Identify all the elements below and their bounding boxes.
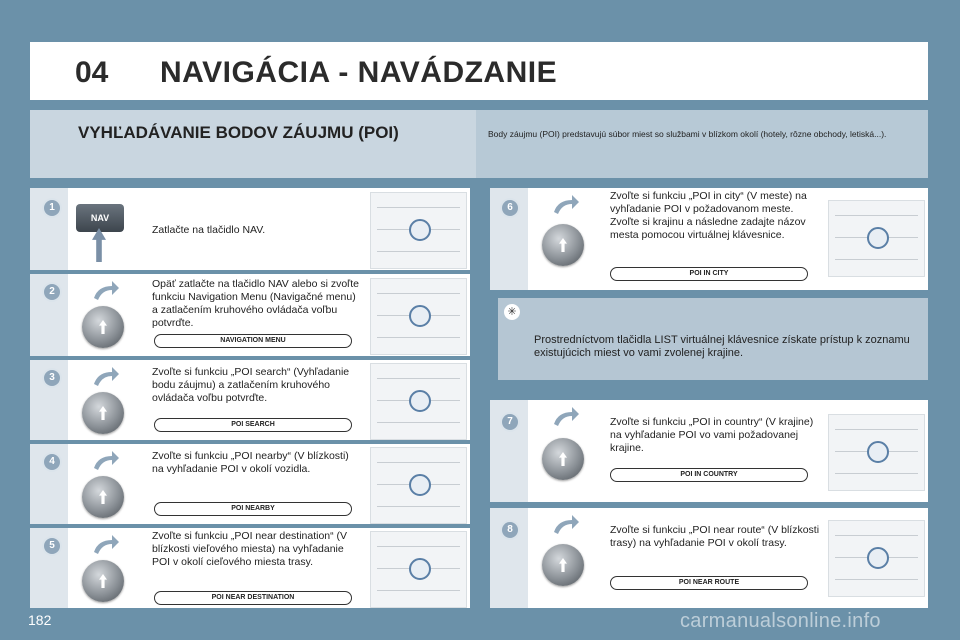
radio-panel-illustration [370,447,467,524]
step-card-2 [30,274,470,356]
rotate-arrow-icon [90,534,120,556]
menu-label-pill: NAVIGATION MENU [154,334,352,348]
watermark: carmanualsonline.info [680,610,881,632]
dial-icon [409,219,431,241]
step-card-5 [30,528,470,608]
dial-icon [409,474,431,496]
dial-icon [867,441,889,463]
step-text: Opäť zatlačte na tlačidlo NAV alebo si zvoľte funkciu Navigation Menu (Navigačné menu) a zatlačením kruhového ovládača voľbu potvrďte. [152,278,359,329]
radio-panel-illustration [370,192,467,269]
step-card-8 [490,508,928,608]
radio-panel-illustration [828,200,925,277]
menu-label-pill: POI NEAR ROUTE [610,576,808,590]
dial-icon [867,227,889,249]
chapter-number: 04 [75,56,109,89]
nav-button: NAV [76,204,124,232]
step-card-1 [30,188,470,270]
step-text: Zvoľte si funkciu „POI near route“ (V blízkosti trasy) na vyhľadanie POI v okolí trasy. [610,524,820,549]
section-header [30,110,928,178]
chapter-title: NAVIGÁCIA - NAVÁDZANIE [160,56,558,89]
dial-icon [409,558,431,580]
menu-label-pill: POI IN CITY [610,267,808,281]
radio-panel-illustration [828,520,925,597]
step-number: 8 [502,522,518,538]
step-number: 7 [502,414,518,430]
dial-icon [409,390,431,412]
rotary-knob-icon [82,392,124,434]
radio-panel-illustration [828,414,925,491]
menu-label-pill: POI IN COUNTRY [610,468,808,482]
rotary-knob-icon [542,438,584,480]
rotate-arrow-icon [550,406,580,428]
rotary-knob-icon [82,476,124,518]
rotary-knob-icon [542,224,584,266]
step-number: 4 [44,454,60,470]
step-card-6 [490,188,928,290]
radio-panel-illustration [370,278,467,355]
step-card-3 [30,360,470,440]
step-number: 2 [44,284,60,300]
rotate-arrow-icon [90,280,120,302]
rotate-arrow-icon [90,450,120,472]
step-number: 6 [502,200,518,216]
dial-icon [867,547,889,569]
menu-label-pill: POI NEARBY [154,502,352,516]
lightbulb-icon: ✳ [504,304,520,320]
rotary-knob-icon [542,544,584,586]
rotate-arrow-icon [550,194,580,216]
tip-box [498,298,928,380]
chapter-header [30,42,928,100]
step-card-4 [30,444,470,524]
step-number: 1 [44,200,60,216]
rotate-arrow-icon [550,514,580,536]
rotate-arrow-icon [90,366,120,388]
step-number: 5 [44,538,60,554]
radio-panel-illustration [370,531,467,608]
step-number: 3 [44,370,60,386]
section-intro: Body záujmu (POI) predstavujú súbor miest so službami v blízkom okolí (hotely, rôzne obchody, letiská...). [488,129,887,139]
dial-icon [409,305,431,327]
menu-label-pill: POI SEARCH [154,418,352,432]
page-number: 182 [28,612,52,628]
rotary-knob-icon [82,306,124,348]
step-text: Zvoľte si funkciu „POI nearby“ (V blízkosti) na vyhľadanie POI v okolí vozidla. [152,450,349,475]
rotary-knob-icon [82,560,124,602]
step-text: Zvoľte si funkciu „POI search“ (Vyhľadanie bodu záujmu) a zatlačením kruhového ovládača voľbu potvrďte. [152,366,350,404]
step-text: Zvoľte si funkciu „POI in city“ (V meste) na vyhľadanie POI v požadovanom meste. Zvoľte si krajinu a následne zadajte názov mesta pomocou virtuálnej klávesnice. [610,190,807,241]
menu-label-pill: POI NEAR DESTINATION [154,591,352,605]
step-text: Zatlačte na tlačidlo NAV. [152,224,266,236]
section-title: VYHĽADÁVANIE BODOV ZÁUJMU (POI) [78,123,399,142]
step-text: Zvoľte si funkciu „POI near destination“ (V blízkosti vieľového miesta) na vyhľadanie POI v okolí cieľového miesta trasy. [152,530,348,568]
tip-text: Prostredníctvom tlačidla LIST virtuálnej klávesnice získate prístup k zoznamu existujúcich miest vo vami zvolenej krajine. [534,334,910,359]
step-text: Zvoľte si funkciu „POI in country“ (V krajine) na vyhľadanie POI vo vami požadovanej krajine. [610,416,814,454]
radio-panel-illustration [370,363,467,440]
step-card-7 [490,400,928,502]
